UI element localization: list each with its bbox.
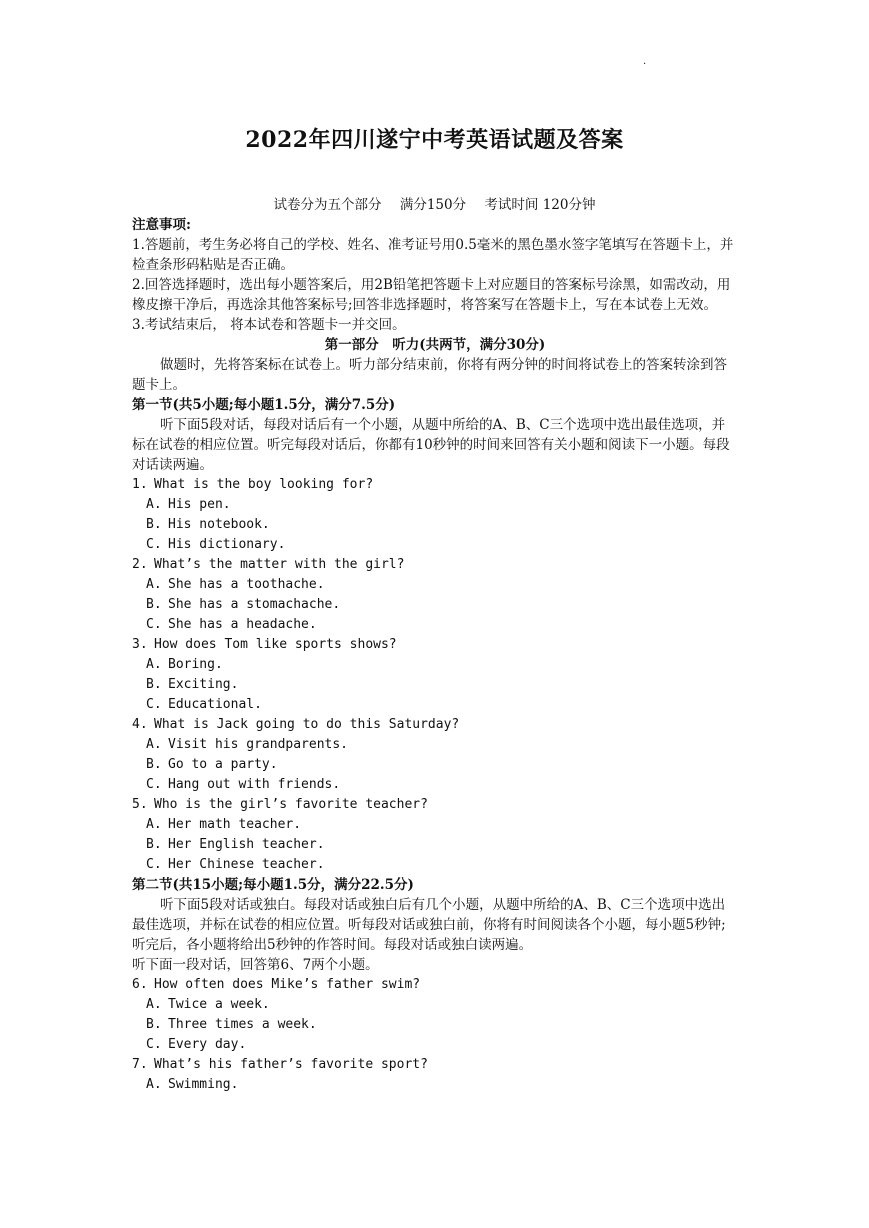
exam-meta <box>0 195 869 215</box>
option: A. Her math teacher. <box>146 817 302 832</box>
part1-heading: 第一部分 听力(共两节，满分30分) <box>324 337 546 353</box>
notice-heading: 注意事项: <box>132 217 191 233</box>
option: B. Three times a week. <box>146 1017 317 1032</box>
exam-time: 考试时间 120分钟 <box>484 197 596 213</box>
option: B. Exciting. <box>146 677 239 692</box>
section1-intro: 听下面5段对话，每段对话后有一个小题，从题中所给的A、B、C三个选项中选出最佳选项，并标在试卷的相应位置。听完每段对话后，你都有10秒钟的时间来回答有关小题和阅读下一小题。每段对话读两遍。 <box>132 417 730 473</box>
option: A. His pen. <box>146 497 231 512</box>
option: B. His notebook. <box>146 517 270 532</box>
option: A. Swimming. <box>146 1077 239 1092</box>
section2-heading: 第二节(共15小题;每小题1.5分，满分22.5分) <box>132 877 414 893</box>
header-dot: . <box>643 56 647 67</box>
question: 4. What is Jack going to do this Saturday? <box>132 717 460 732</box>
question: 2. What’s the matter with the girl? <box>132 557 405 572</box>
option: A. Boring. <box>146 657 223 672</box>
question: 3. How does Tom like sports shows? <box>132 637 397 652</box>
option: B. Her English teacher. <box>146 837 325 852</box>
option: B. She has a stomachache. <box>146 597 341 612</box>
notice-item: 3.考试结束后， 将本试卷和答题卡一并交回。 <box>132 317 406 333</box>
exam-parts: 试卷分为五个部分 <box>273 197 382 213</box>
section1-questions <box>132 475 738 875</box>
option: A. Visit his grandparents. <box>146 737 349 752</box>
part1-intro: 做题时，先将答案标在试卷上。听力部分结束前，你将有两分钟的时间将试卷上的答案转涂到答题卡上。 <box>132 357 727 393</box>
notice-item: 1.答题前，考生务必将自己的学校、姓名、准考证号用0.5毫米的黑色墨水签字笔填写在答题卡上，并检查条形码粘贴是否正确。 <box>132 237 734 273</box>
section1-heading: 第一节(共5小题;每小题1.5分，满分7.5分) <box>132 397 396 413</box>
exam-score: 满分150分 <box>399 197 467 213</box>
option: B. Go to a party. <box>146 757 278 772</box>
question: 6. How often does Mike’s father swim? <box>132 977 421 992</box>
option: C. She has a headache. <box>146 617 317 632</box>
exam-content <box>132 215 738 1095</box>
question: 5. Who is the girl’s favorite teacher? <box>132 797 428 812</box>
question: 7. What’s his father’s favorite sport? <box>132 1057 428 1072</box>
notice-item: 2.回答选择题时，选出每小题答案后，用2B铅笔把答题卡上对应题目的答案标号涂黑，如需改动，用橡皮擦干净后，再选涂其他答案标号;回答非选择题时，将答案写在答题卡上，写在本试卷上无效。 <box>132 277 731 313</box>
option: C. Every day. <box>146 1037 247 1052</box>
page-title: 2022年四川遂宁中考英语试题及答案 <box>245 127 624 153</box>
section2-sub-intro: 听下面一段对话，回答第6、7两个小题。 <box>132 957 379 973</box>
option: C. His dictionary. <box>146 537 286 552</box>
option: A. Twice a week. <box>146 997 270 1012</box>
option: C. Her Chinese teacher. <box>146 857 325 872</box>
option: C. Educational. <box>146 697 262 712</box>
question: 1. What is the boy looking for? <box>132 477 374 492</box>
option: C. Hang out with friends. <box>146 777 341 792</box>
section2-questions <box>132 975 738 1095</box>
option: A. She has a toothache. <box>146 577 325 592</box>
section2-intro: 听下面5段对话或独白。每段对话或独白后有几个小题，从题中所给的A、B、C三个选项中选出最佳选项，并标在试卷的相应位置。听每段对话或独白前，你将有时间阅读各个小题，每小题5秒钟;听完后，各小题将给出5秒钟的作答时间。每段对话或独白读两遍。 <box>132 897 726 953</box>
